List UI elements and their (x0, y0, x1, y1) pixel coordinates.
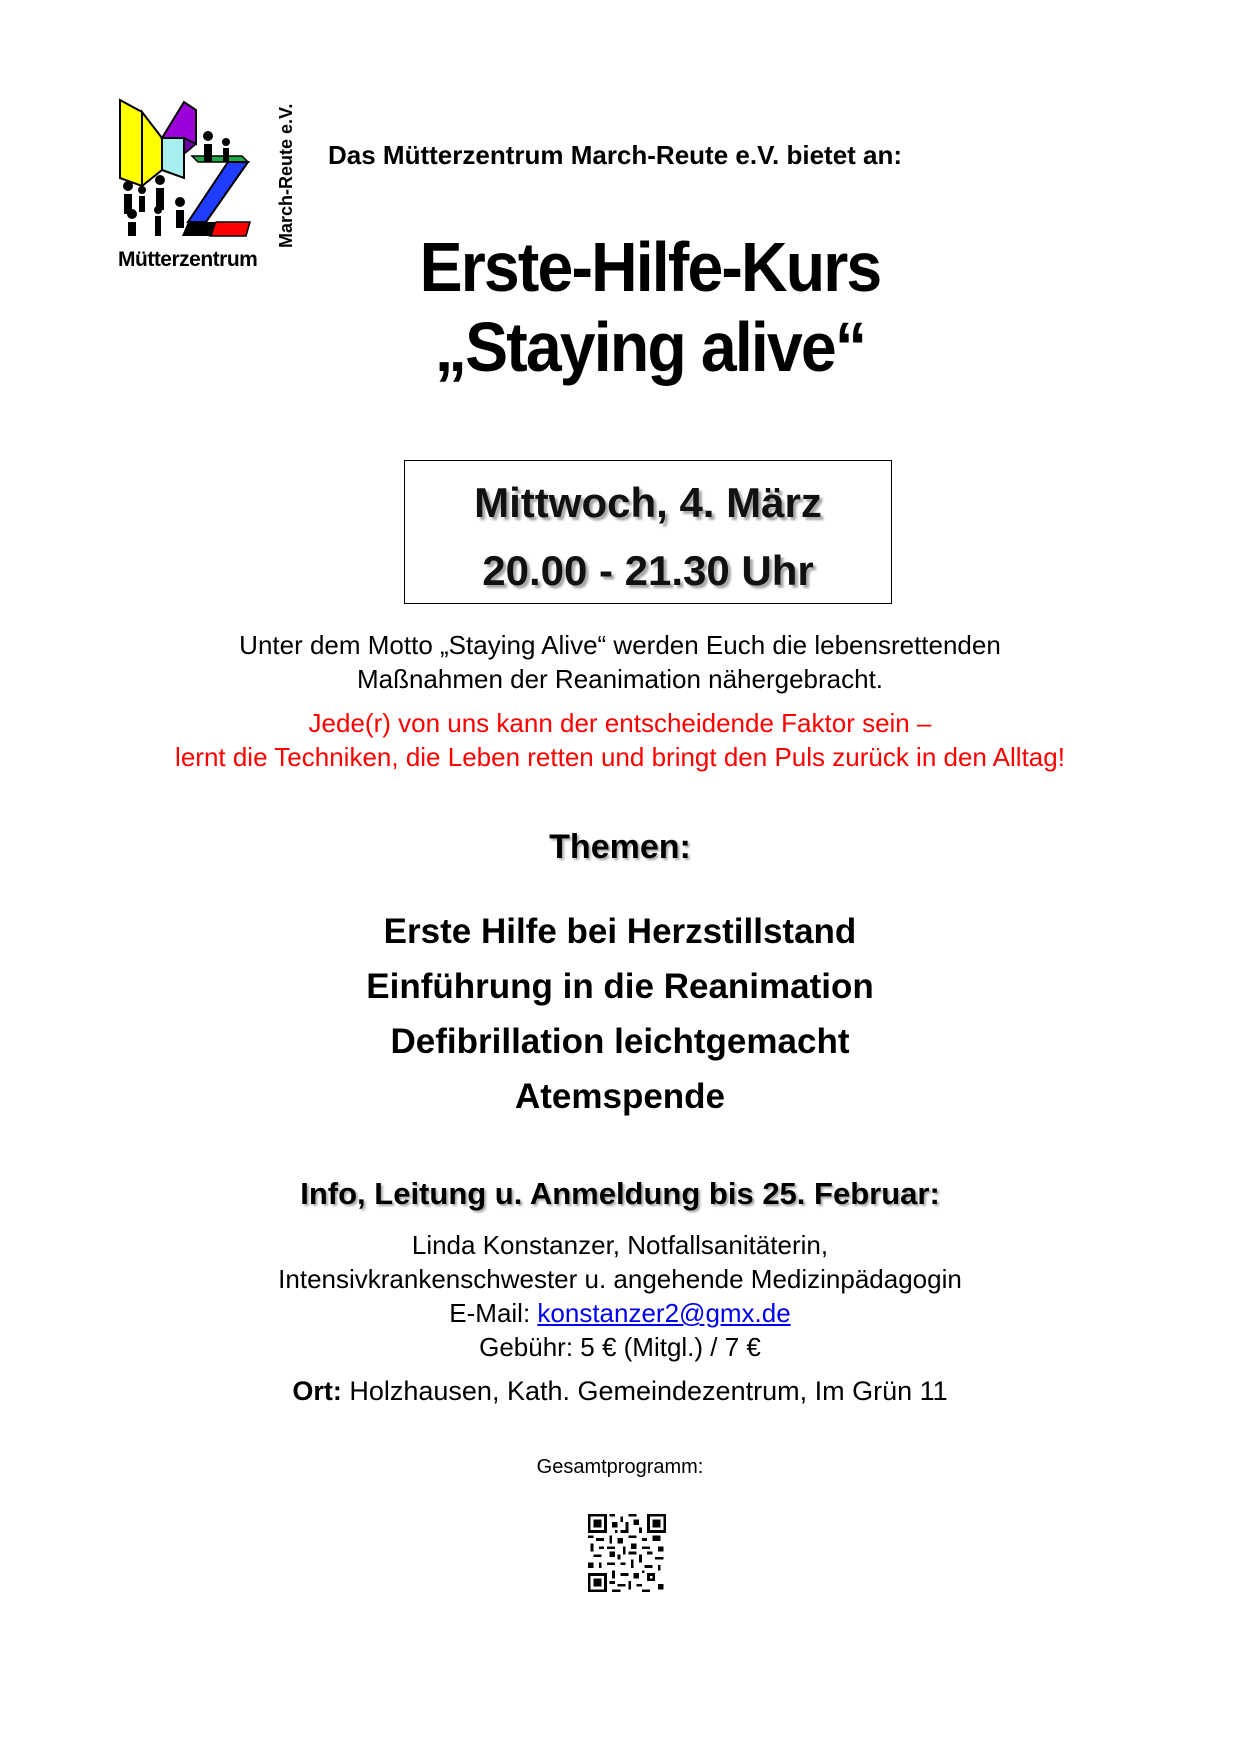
qr-code-icon (588, 1514, 666, 1592)
location-value: Holzhausen, Kath. Gemeindezentrum, Im Grün 11 (341, 1376, 948, 1406)
location (0, 1376, 1240, 1407)
highlight-text (0, 706, 1240, 774)
fee-text: Gebühr: 5 € (Mitgl.) / 7 € (479, 1332, 761, 1362)
date-box (404, 460, 892, 604)
intro-text: Das Mütterzentrum March-Reute e.V. bietet an: (328, 140, 903, 170)
location-label: Ort: (292, 1376, 342, 1406)
highlight-line: Jede(r) von uns kann der entscheidende Faktor sein – (308, 708, 932, 738)
topics-list (0, 904, 1240, 1124)
contact-line: Linda Konstanzer, Notfallsanitäterin, (411, 1230, 829, 1260)
email-row (0, 1296, 1240, 1330)
email-label: E-Mail: (449, 1298, 538, 1328)
logo-text-bottom: Mütterzentrum (118, 248, 258, 271)
list-item: Defibrillation leichtgemacht (390, 1022, 850, 1061)
logo-text-side: March-Reute e.V. (276, 103, 296, 248)
info-heading: Info, Leitung u. Anmeldung bis 25. Februar: (300, 1176, 940, 1211)
email-link[interactable]: konstanzer2@gmx.de (537, 1298, 791, 1328)
description-line: Unter dem Motto „Staying Alive“ werden Euch die lebensrettenden (239, 630, 1001, 660)
contact-block (0, 1228, 1240, 1364)
event-time: 20.00 - 21.30 Uhr (482, 547, 814, 594)
list-item: Atemspende (514, 1077, 726, 1116)
contact-line: Intensivkrankenschwester u. angehende Medizinpädagogin (278, 1264, 962, 1294)
list-item: Erste Hilfe bei Herzstillstand (383, 912, 857, 951)
program-label: Gesamtprogramm: (536, 1456, 704, 1478)
page-subtitle: „Staying alive“ (434, 308, 866, 386)
topics-heading: Themen: (549, 828, 691, 866)
description-line: Maßnahmen der Reanimation nähergebracht. (356, 664, 884, 694)
page-title: Erste-Hilfe-Kurs (419, 228, 881, 306)
highlight-line: lernt die Techniken, die Leben retten und bringt den Puls zurück in den Alltag! (175, 742, 1065, 772)
description (0, 628, 1240, 696)
event-date: Mittwoch, 4. März (474, 479, 822, 526)
list-item: Einführung in die Reanimation (366, 967, 874, 1006)
